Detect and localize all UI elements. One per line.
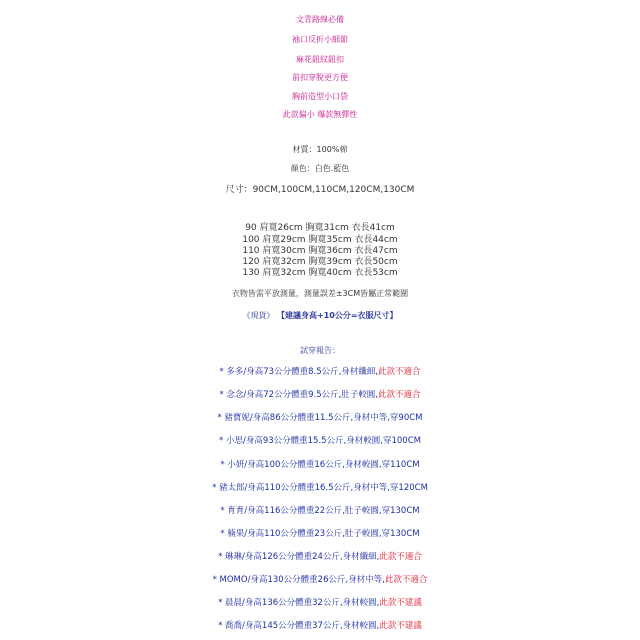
measurement-row: 130 肩寬32cm 胸寬40cm 衣長53cm <box>242 268 398 278</box>
size-recommendation <box>0 310 640 321</box>
report-item: * MOMO/身高130公分體重26公斤,身材中等,此款不適合 <box>212 575 428 585</box>
report-item: * 小妍/身高100公分體重16公斤,身材較圓,穿110CM <box>220 460 420 470</box>
measurement-row: 120 肩寬32cm 胸寬39cm 衣長50cm <box>242 257 398 267</box>
report-warning: 此款不適合 <box>378 367 421 377</box>
measurement-note: 衣物皆需平放測量，測量誤差±3CM皆屬正常範圍 <box>231 289 409 298</box>
report-item: * 育育/身高116公分體重22公斤,肚子較圓,穿130CM <box>220 506 420 516</box>
report-item: * 楠果/身高110公分體重23公斤,肚子較圓,穿130CM <box>220 529 420 539</box>
feature-line: 袖口反折小細節 <box>292 35 348 44</box>
recommend-example: 《現貨》 <box>242 311 275 320</box>
color-spec: 顏色：白色.藍色 <box>290 164 350 173</box>
report-warning: 此款不適合 <box>379 552 422 562</box>
feature-line: 胸前造型小口袋 <box>292 92 348 101</box>
report-warning: 此款不適合 <box>378 390 421 400</box>
report-item: * 琳琳/身高126公分體重24公斤,身材纖細,此款不適合 <box>218 552 422 562</box>
feature-line: 此款偏小 爆款無彈性 <box>282 110 358 119</box>
measurement-row: 100 肩寬29cm 胸寬35cm 衣長44cm <box>242 235 398 245</box>
feature-line: 文青路線必備 <box>296 15 344 24</box>
material-spec: 材質：100%棉 <box>292 145 348 154</box>
report-item: * 喬喬/身高145公分體重37公斤,身材較圓,此款不建議 <box>218 621 422 631</box>
report-item: * 豬太郎/身高110公分體重16.5公斤,身材中等,穿120CM <box>212 483 428 493</box>
report-item: * 多多/身高73公分體重8.5公斤,身材纖細,此款不適合 <box>219 367 421 377</box>
sizes-spec: 尺寸：90CM,100CM,110CM,120CM,130CM <box>225 185 415 195</box>
feature-line: 前扣穿脫更方便 <box>292 73 348 82</box>
report-item: * 小思/身高93公分體重15.5公斤,身材較圓,穿100CM <box>219 436 421 446</box>
measurement-row: 90 肩寬26cm 胸寬31cm 衣長41cm <box>245 223 395 233</box>
report-warning: 此款不建議 <box>379 598 422 608</box>
recommend-instruction: 【建議身高+10公分=衣服尺寸】 <box>277 311 398 320</box>
feature-line: 麻花鈕紋鈕扣 <box>296 55 344 64</box>
report-item: * 豬寶妮/身高86公分體重11.5公斤,身材中等,穿90CM <box>217 413 423 423</box>
report-warning: 此款不建議 <box>379 621 422 631</box>
report-warning: 此款不適合 <box>384 575 428 585</box>
report-item: * 念念/身高72公分體重9.5公斤,肚子較圓,此款不適合 <box>219 390 421 400</box>
measurement-row: 110 肩寬30cm 胸寬36cm 衣長47cm <box>242 246 398 256</box>
report-title: 試穿報告： <box>300 346 340 355</box>
report-item: * 晨晨/身高136公分體重32公斤,身材較圓,此款不建議 <box>218 598 422 608</box>
